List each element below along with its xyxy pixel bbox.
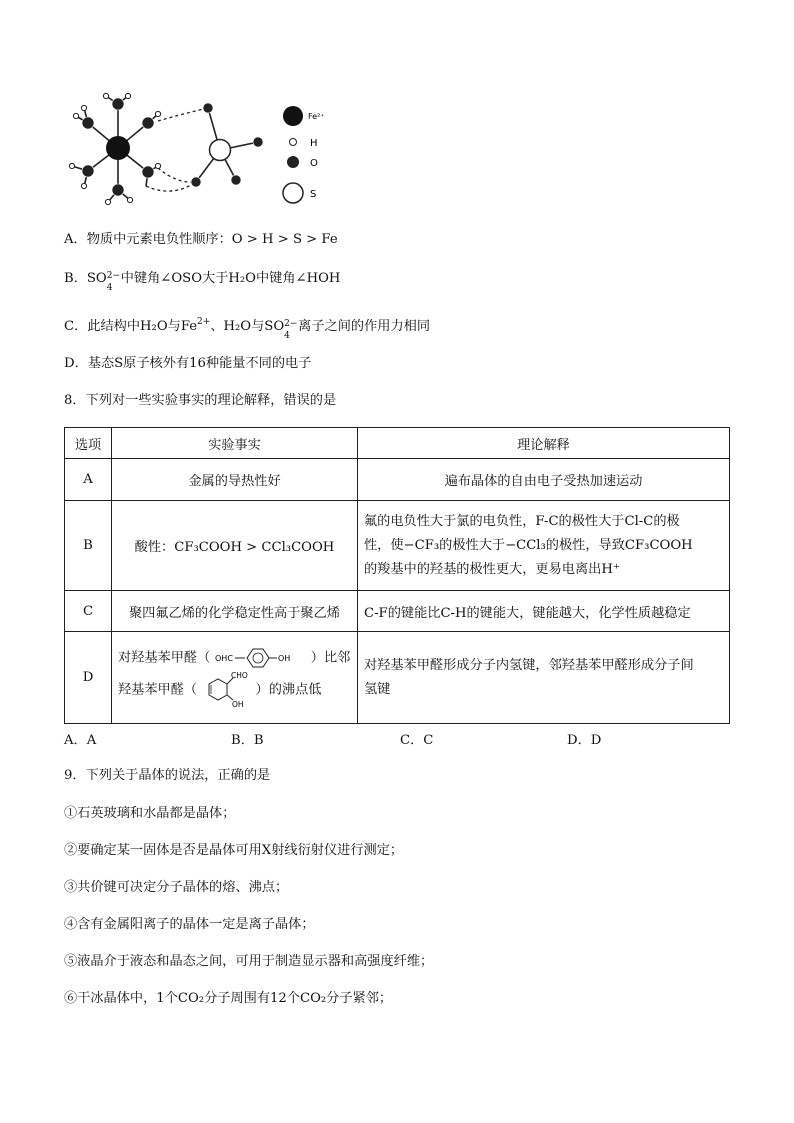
answer-b: B．B	[231, 733, 264, 748]
fe-ion-atom	[106, 136, 130, 160]
header-option: 选项	[65, 428, 112, 459]
q9-stem: 9．下列关于晶体的说法，正确的是	[64, 768, 271, 783]
table-header-row	[65, 428, 730, 459]
svg-text:CHO: CHO	[231, 670, 249, 680]
q9-item-5: ⑤液晶介于液态和晶态之间，可用于制造显示器和高强度纤维；	[64, 954, 434, 969]
q8-stem: 8．下列对一些实验事实的理论解释，错误的是	[64, 393, 337, 408]
q9-item-4: ④含有金属阳离子的晶体一定是离子晶体；	[64, 917, 315, 932]
legend-fe: Fe²⁺	[308, 112, 325, 121]
table-row-c: C 聚四氟乙烯的化学稳定性高于聚乙烯 C-F的键能比C-H的键能大，键能越大，化学性质越稳定	[65, 591, 730, 632]
q9-item-6: ⑥干冰晶体中，1个CO₂分子周围有12个CO₂分子紧邻；	[64, 991, 393, 1006]
table-row-b: B 酸性：CF₃COOH > CCl₃COOH 氟的电负性大于氯的电负性，F-C的极性大于Cl-C的极 性，使−CF₃的极性大于−CCl₃的极性，导致CF₃COOH 的羧基中的羟基的极性更大，更易电离出H⁺	[65, 501, 730, 591]
table-row-a: A 金属的导热性好 遍布晶体的自由电子受热加速运动	[65, 459, 730, 501]
answer-a: A．A	[64, 733, 97, 748]
q8-answer-options	[64, 729, 724, 747]
q9-item-3: ③共价键可决定分子晶体的熔、沸点；	[64, 880, 289, 895]
q7-option-d: D．基态S原子核外有16种能量不同的电子	[64, 356, 312, 371]
legend-o: O	[310, 158, 318, 169]
q7-option-b: B．SO 2− 4 中键角∠OSO大于H₂O中键角∠HOH	[64, 270, 341, 293]
svg-text:OHC: OHC	[214, 653, 233, 663]
q9-item-2: ②要确定某一固体是否是晶体可用X射线衍射仪进行测定；	[64, 843, 404, 858]
legend-h: H	[310, 138, 318, 149]
answer-c: C．C	[400, 733, 434, 748]
header-fact: 实验事实	[112, 428, 358, 459]
legend-s: S	[310, 189, 317, 200]
q8-table	[64, 427, 730, 724]
para-hydroxybenzaldehyde-structure	[215, 646, 307, 670]
header-theory: 理论解释	[358, 428, 730, 459]
q7-option-c: C．此结构中H₂O与$Fe^{2+}$、H₂O与SO 2− 4 离子之间的作用力相同	[64, 317, 431, 341]
q7-option-a: A．物质中元素电负性顺序：O > H > S > Fe	[64, 232, 338, 247]
fe-sulfate-structure-figure	[62, 86, 352, 210]
table-row-d: D 对羟基苯甲醛（ OHC OH ）比邻 羟基苯甲醛（ CHO OH ）的沸点低 对羟基苯甲醛形成分子内氢键，邻羟基苯甲醛形成分子间 氢键	[65, 632, 730, 724]
sulfur-atom	[210, 140, 231, 161]
svg-text:OH: OH	[232, 699, 244, 709]
svg-text:OH: OH	[277, 653, 290, 663]
answer-d: D．D	[567, 733, 602, 748]
q9-item-1: ①石英玻璃和水晶都是晶体；	[64, 806, 236, 821]
ortho-hydroxybenzaldehyde-structure	[201, 670, 251, 710]
